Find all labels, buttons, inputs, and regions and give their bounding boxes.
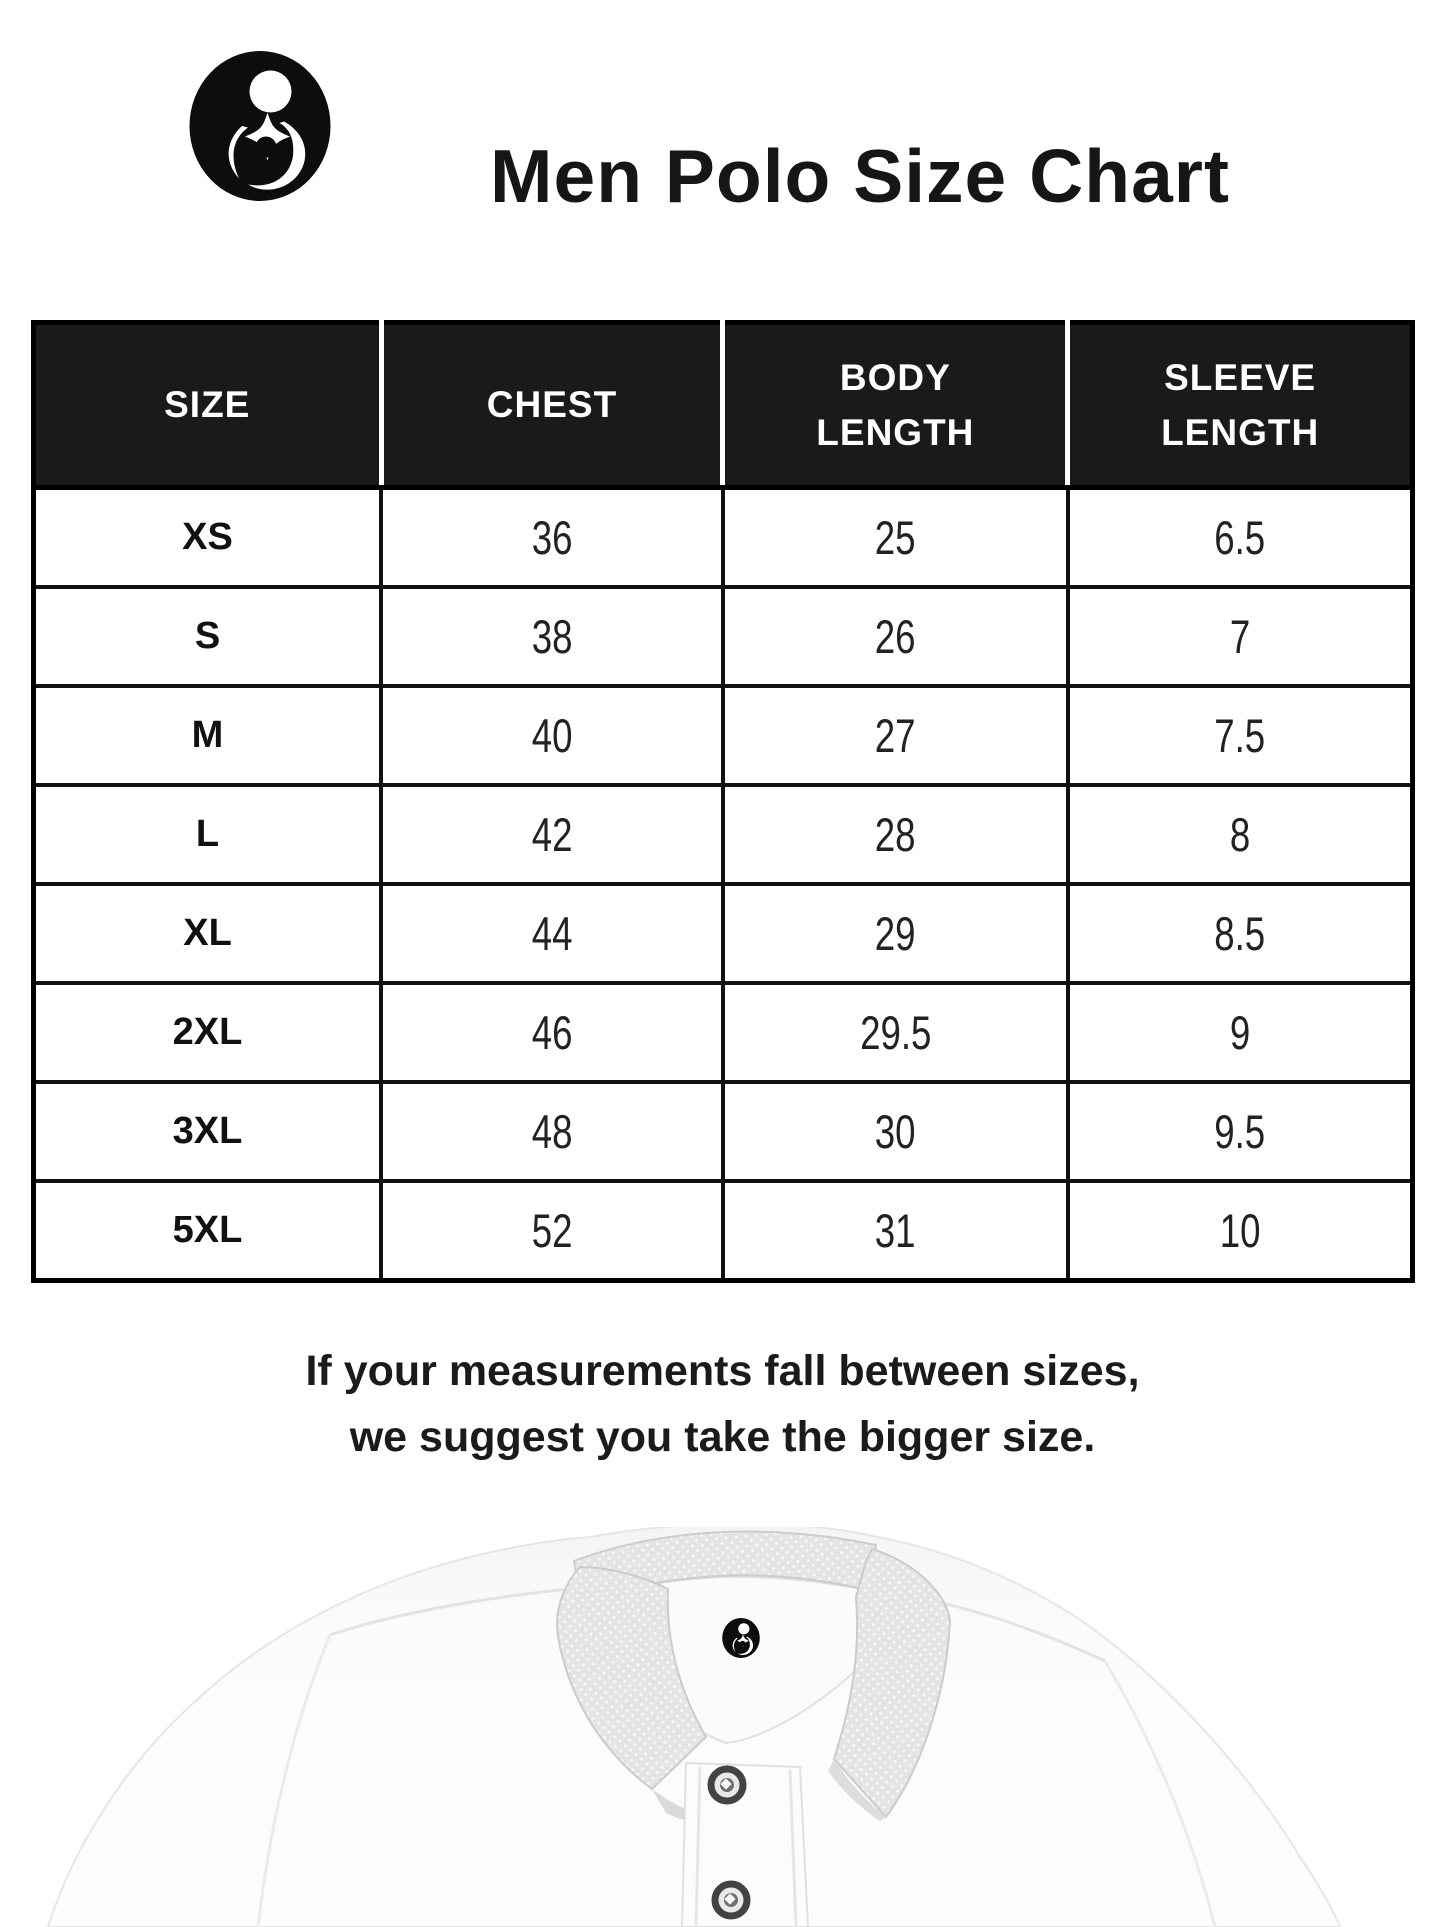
table-row — [34, 1082, 1413, 1181]
column-header-sleeve-length: SLEEVE LENGTH — [1068, 323, 1413, 488]
column-header-size: SIZE — [34, 323, 382, 488]
column-header-body-length: BODY LENGTH — [723, 323, 1068, 488]
placket-button — [715, 1884, 747, 1916]
chest-value: 36 — [531, 511, 573, 564]
chest-value: 48 — [531, 1105, 573, 1158]
polo-shirt-image — [0, 1527, 1445, 1927]
brand-logo-icon — [185, 46, 335, 206]
sleeve-length-value: 9.5 — [1214, 1105, 1266, 1158]
table-row — [34, 884, 1413, 983]
page-title: Men Polo Size Chart — [490, 134, 1230, 219]
sleeve-length-value: 9 — [1229, 1006, 1251, 1059]
body-length-value: 29 — [874, 907, 916, 960]
sleeve-length-value: 8.5 — [1214, 907, 1266, 960]
sizing-note-line2: we suggest you take the bigger size. — [349, 1413, 1096, 1461]
body-length-value: 28 — [874, 808, 916, 861]
chest-value: 38 — [531, 610, 573, 663]
table-row — [34, 686, 1413, 785]
chest-value: 44 — [531, 907, 573, 960]
column-header-chest: CHEST — [381, 323, 723, 488]
sizing-note-line1: If your measurements fall between sizes, — [305, 1347, 1140, 1395]
body-length-value: 26 — [874, 610, 916, 663]
sleeve-length-value: 6.5 — [1214, 511, 1266, 564]
size-label: S — [34, 587, 382, 686]
collar-brand-label-icon — [722, 1618, 760, 1658]
chest-value: 52 — [531, 1204, 573, 1257]
size-label: XL — [34, 884, 382, 983]
chest-value: 42 — [531, 808, 573, 861]
size-label: 3XL — [34, 1082, 382, 1181]
chest-value: 40 — [531, 709, 573, 762]
sleeve-length-value: 10 — [1219, 1204, 1261, 1257]
table-row — [34, 1181, 1413, 1281]
size-label: M — [34, 686, 382, 785]
size-table — [31, 320, 1415, 1283]
table-header-row — [34, 323, 1413, 488]
sleeve-length-value: 7 — [1229, 610, 1251, 663]
size-label: 5XL — [34, 1181, 382, 1281]
sizing-note — [0, 1338, 1445, 1470]
table-row — [34, 488, 1413, 588]
chest-value: 46 — [531, 1006, 573, 1059]
placket-button — [711, 1769, 743, 1801]
size-label: L — [34, 785, 382, 884]
sleeve-length-value: 7.5 — [1214, 709, 1266, 762]
table-row — [34, 983, 1413, 1082]
body-length-value: 31 — [874, 1204, 916, 1257]
sleeve-length-value: 8 — [1229, 808, 1251, 861]
body-length-value: 29.5 — [859, 1006, 932, 1059]
body-length-value: 25 — [874, 511, 916, 564]
table-row — [34, 785, 1413, 884]
body-length-value: 27 — [874, 709, 916, 762]
table-row — [34, 587, 1413, 686]
size-label: 2XL — [34, 983, 382, 1082]
size-label: XS — [34, 488, 382, 588]
body-length-value: 30 — [874, 1105, 916, 1158]
